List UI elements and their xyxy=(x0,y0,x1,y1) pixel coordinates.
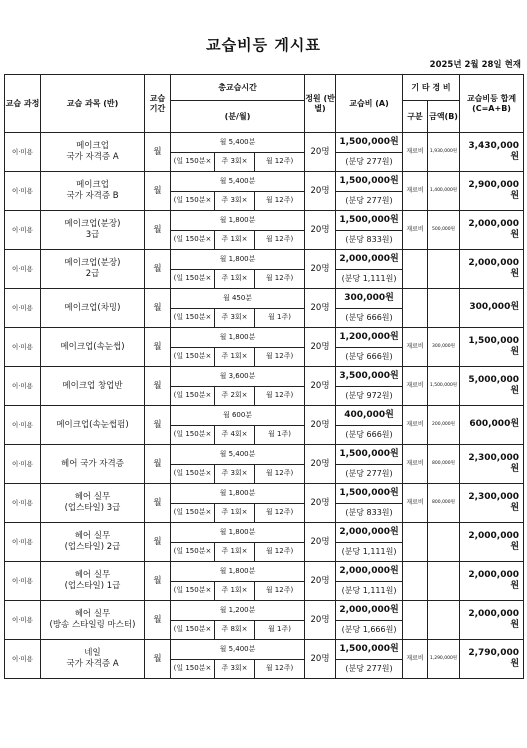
cell-monthly-minutes: 월 1,800분 xyxy=(171,523,305,543)
cell-etc-amount: 1,500,000원 xyxy=(428,367,460,406)
cell-etc-type: 재료비 xyxy=(403,445,428,484)
cell-fee-per-minute: (분당 972원) xyxy=(336,386,403,406)
cell-period: 월 xyxy=(145,211,171,250)
cell-etc-type: 재료비 xyxy=(403,484,428,523)
cell-per-week: 주 3회× xyxy=(215,152,255,172)
cell-etc-amount: 500,000원 xyxy=(428,211,460,250)
cell-course: 메이크업(속눈썹) xyxy=(41,328,145,367)
cell-per-session: (일 150분× xyxy=(171,308,215,328)
cell-area: 이·미용 xyxy=(5,445,41,484)
cell-etc-type: 재료비 xyxy=(403,211,428,250)
table-row xyxy=(5,445,524,465)
cell-area: 이·미용 xyxy=(5,484,41,523)
cell-fee: 3,500,000원 xyxy=(336,367,403,387)
cell-fee: 1,500,000원 xyxy=(336,640,403,660)
cell-period: 월 xyxy=(145,250,171,289)
cell-period: 월 xyxy=(145,289,171,328)
cell-monthly-minutes: 월 5,400분 xyxy=(171,445,305,465)
cell-capacity: 20명 xyxy=(305,640,336,679)
cell-area: 이·미용 xyxy=(5,211,41,250)
cell-course: 메이크업 창업반 xyxy=(41,367,145,406)
cell-total: 2,300,000원 xyxy=(460,445,524,484)
cell-monthly-minutes: 월 3,600분 xyxy=(171,367,305,387)
header-capacity: 정원 (반 별) xyxy=(305,75,336,133)
cell-monthly-minutes: 월 5,400분 xyxy=(171,133,305,153)
cell-etc-amount: 1,930,000원 xyxy=(428,133,460,172)
cell-capacity: 20명 xyxy=(305,289,336,328)
table-row xyxy=(5,250,524,270)
cell-course: 헤어 국가 자격증 xyxy=(41,445,145,484)
cell-fee: 1,500,000원 xyxy=(336,484,403,504)
cell-fee-per-minute: (분당 666원) xyxy=(336,425,403,445)
cell-course: 메이크업(속눈썹펌) xyxy=(41,406,145,445)
cell-period: 월 xyxy=(145,523,171,562)
cell-fee: 1,500,000원 xyxy=(336,445,403,465)
cell-total: 1,500,000원 xyxy=(460,328,524,367)
cell-period: 월 xyxy=(145,406,171,445)
cell-per-session: (일 150분× xyxy=(171,620,215,640)
cell-per-week: 주 1회× xyxy=(215,230,255,250)
table-row xyxy=(5,211,524,231)
cell-period: 월 xyxy=(145,562,171,601)
cell-per-week: 주 1회× xyxy=(215,269,255,289)
cell-weeks: 월 12주) xyxy=(255,347,305,367)
cell-monthly-minutes: 월 1,200분 xyxy=(171,601,305,621)
cell-course: 메이크업(분장) 2급 xyxy=(41,250,145,289)
cell-total: 2,300,000원 xyxy=(460,484,524,523)
cell-etc-amount xyxy=(428,562,460,601)
cell-per-week: 주 1회× xyxy=(215,503,255,523)
cell-capacity: 20명 xyxy=(305,172,336,211)
cell-course: 메이크업(차밍) xyxy=(41,289,145,328)
cell-per-week: 주 1회× xyxy=(215,347,255,367)
cell-course: 헤어 실무 (방송 스타일링 마스터) xyxy=(41,601,145,640)
cell-etc-type: 재료비 xyxy=(403,172,428,211)
cell-monthly-minutes: 월 1,800분 xyxy=(171,484,305,504)
cell-capacity: 20명 xyxy=(305,367,336,406)
header-period: 교습 기간 xyxy=(145,75,171,133)
cell-weeks: 월 12주) xyxy=(255,191,305,211)
table-row xyxy=(5,406,524,426)
cell-weeks: 월 12주) xyxy=(255,659,305,679)
cell-monthly-minutes: 월 1,800분 xyxy=(171,562,305,582)
cell-course: 헤어 실무 (업스타일) 2급 xyxy=(41,523,145,562)
cell-fee-per-minute: (분당 833원) xyxy=(336,503,403,523)
cell-weeks: 월 12주) xyxy=(255,464,305,484)
cell-etc-amount: 1,290,000원 xyxy=(428,640,460,679)
table-row xyxy=(5,133,524,153)
header-etc: 기 타 경 비 xyxy=(403,75,460,101)
cell-fee: 1,200,000원 xyxy=(336,328,403,348)
cell-total: 600,000원 xyxy=(460,406,524,445)
cell-total: 2,000,000원 xyxy=(460,250,524,289)
cell-per-week: 주 1회× xyxy=(215,581,255,601)
cell-per-session: (일 150분× xyxy=(171,230,215,250)
cell-weeks: 월 1주) xyxy=(255,308,305,328)
fee-table-body xyxy=(5,133,524,679)
cell-per-session: (일 150분× xyxy=(171,464,215,484)
cell-course: 메이크업 국가 자격증 A xyxy=(41,133,145,172)
cell-etc-amount xyxy=(428,250,460,289)
cell-course: 네일 국가 자격증 A xyxy=(41,640,145,679)
cell-etc-amount: 1,400,000원 xyxy=(428,172,460,211)
cell-total: 2,000,000원 xyxy=(460,562,524,601)
cell-etc-amount: 200,000원 xyxy=(428,406,460,445)
cell-per-week: 주 3회× xyxy=(215,191,255,211)
cell-fee-per-minute: (분당 666원) xyxy=(336,308,403,328)
as-of-date: 2025년 2월 28일 현재 xyxy=(429,60,521,70)
cell-period: 월 xyxy=(145,133,171,172)
cell-capacity: 20명 xyxy=(305,406,336,445)
cell-course: 메이크업(분장) 3급 xyxy=(41,211,145,250)
cell-per-week: 주 2회× xyxy=(215,386,255,406)
cell-total: 5,000,000원 xyxy=(460,367,524,406)
fee-table xyxy=(4,74,524,679)
cell-per-session: (일 150분× xyxy=(171,152,215,172)
cell-per-session: (일 150분× xyxy=(171,269,215,289)
cell-period: 월 xyxy=(145,445,171,484)
cell-weeks: 월 12주) xyxy=(255,230,305,250)
cell-capacity: 20명 xyxy=(305,250,336,289)
table-row xyxy=(5,484,524,504)
table-row xyxy=(5,328,524,348)
cell-course: 헤어 실무 (업스타일) 1급 xyxy=(41,562,145,601)
header-total: 교습비등 합계 (C=A+B) xyxy=(460,75,524,133)
cell-fee: 400,000원 xyxy=(336,406,403,426)
cell-etc-type xyxy=(403,250,428,289)
cell-fee: 1,500,000원 xyxy=(336,172,403,192)
cell-area: 이·미용 xyxy=(5,133,41,172)
cell-monthly-minutes: 월 1,800분 xyxy=(171,328,305,348)
cell-per-session: (일 150분× xyxy=(171,542,215,562)
cell-fee: 2,000,000원 xyxy=(336,601,403,621)
cell-etc-amount xyxy=(428,289,460,328)
cell-area: 이·미용 xyxy=(5,250,41,289)
cell-period: 월 xyxy=(145,172,171,211)
header-etc-type: 구분 xyxy=(403,101,428,133)
table-row xyxy=(5,562,524,582)
cell-total: 2,000,000원 xyxy=(460,523,524,562)
cell-course: 헤어 실무 (업스타일) 3급 xyxy=(41,484,145,523)
cell-fee: 2,000,000원 xyxy=(336,562,403,582)
header-total-time: 총교습시간 xyxy=(171,75,305,101)
cell-per-session: (일 150분× xyxy=(171,425,215,445)
cell-etc-type xyxy=(403,562,428,601)
cell-capacity: 20명 xyxy=(305,562,336,601)
cell-area: 이·미용 xyxy=(5,406,41,445)
cell-monthly-minutes: 월 5,400분 xyxy=(171,172,305,192)
cell-total: 300,000원 xyxy=(460,289,524,328)
cell-fee-per-minute: (분당 277원) xyxy=(336,659,403,679)
cell-weeks: 월 12주) xyxy=(255,503,305,523)
cell-etc-amount: 800,000원 xyxy=(428,484,460,523)
page-title: 교습비등 게시표 xyxy=(206,36,321,54)
cell-per-session: (일 150분× xyxy=(171,659,215,679)
cell-fee-per-minute: (분당 1,111원) xyxy=(336,269,403,289)
cell-area: 이·미용 xyxy=(5,172,41,211)
cell-monthly-minutes: 월 600분 xyxy=(171,406,305,426)
cell-per-week: 주 3회× xyxy=(215,308,255,328)
cell-capacity: 20명 xyxy=(305,484,336,523)
cell-per-session: (일 150분× xyxy=(171,347,215,367)
table-row xyxy=(5,640,524,660)
cell-total: 2,900,000원 xyxy=(460,172,524,211)
cell-area: 이·미용 xyxy=(5,289,41,328)
cell-capacity: 20명 xyxy=(305,445,336,484)
cell-fee-per-minute: (분당 666원) xyxy=(336,347,403,367)
cell-per-session: (일 150분× xyxy=(171,386,215,406)
cell-etc-type: 재료비 xyxy=(403,406,428,445)
cell-etc-type: 재료비 xyxy=(403,640,428,679)
cell-fee: 1,500,000원 xyxy=(336,211,403,231)
cell-weeks: 월 1주) xyxy=(255,425,305,445)
cell-fee: 1,500,000원 xyxy=(336,133,403,153)
cell-area: 이·미용 xyxy=(5,523,41,562)
cell-area: 이·미용 xyxy=(5,328,41,367)
cell-fee-per-minute: (분당 277원) xyxy=(336,464,403,484)
cell-fee: 2,000,000원 xyxy=(336,250,403,270)
cell-fee-per-minute: (분당 833원) xyxy=(336,230,403,250)
cell-period: 월 xyxy=(145,640,171,679)
table-row xyxy=(5,172,524,192)
table-row xyxy=(5,367,524,387)
cell-etc-type: 재료비 xyxy=(403,367,428,406)
cell-etc-amount xyxy=(428,601,460,640)
cell-total: 2,790,000원 xyxy=(460,640,524,679)
cell-fee-per-minute: (분당 1,111원) xyxy=(336,542,403,562)
cell-monthly-minutes: 월 5,400분 xyxy=(171,640,305,660)
cell-fee-per-minute: (분당 1,111원) xyxy=(336,581,403,601)
cell-per-session: (일 150분× xyxy=(171,191,215,211)
cell-area: 이·미용 xyxy=(5,601,41,640)
cell-capacity: 20명 xyxy=(305,328,336,367)
cell-etc-type xyxy=(403,601,428,640)
cell-monthly-minutes: 월 450분 xyxy=(171,289,305,309)
header-course: 교습 과목 (반) xyxy=(41,75,145,133)
cell-capacity: 20명 xyxy=(305,601,336,640)
header-etc-amount: 금액(B) xyxy=(428,101,460,133)
table-row xyxy=(5,601,524,621)
cell-weeks: 월 12주) xyxy=(255,542,305,562)
header-total-time-unit: (분/월) xyxy=(171,101,305,133)
cell-per-session: (일 150분× xyxy=(171,503,215,523)
cell-fee-per-minute: (분당 277원) xyxy=(336,152,403,172)
cell-period: 월 xyxy=(145,328,171,367)
cell-total: 2,000,000원 xyxy=(460,211,524,250)
cell-monthly-minutes: 월 1,800분 xyxy=(171,211,305,231)
cell-per-week: 주 1회× xyxy=(215,542,255,562)
cell-per-week: 주 8회× xyxy=(215,620,255,640)
cell-fee-per-minute: (분당 1,666원) xyxy=(336,620,403,640)
cell-etc-type: 재료비 xyxy=(403,328,428,367)
cell-period: 월 xyxy=(145,367,171,406)
cell-etc-type: 재료비 xyxy=(403,133,428,172)
cell-etc-amount xyxy=(428,523,460,562)
cell-period: 월 xyxy=(145,484,171,523)
cell-weeks: 월 12주) xyxy=(255,386,305,406)
cell-per-session: (일 150분× xyxy=(171,581,215,601)
cell-area: 이·미용 xyxy=(5,562,41,601)
cell-per-week: 주 4회× xyxy=(215,425,255,445)
table-row xyxy=(5,523,524,543)
cell-fee: 300,000원 xyxy=(336,289,403,309)
cell-total: 2,000,000원 xyxy=(460,601,524,640)
cell-area: 이·미용 xyxy=(5,367,41,406)
cell-area: 이·미용 xyxy=(5,640,41,679)
cell-weeks: 월 12주) xyxy=(255,269,305,289)
cell-weeks: 월 1주) xyxy=(255,620,305,640)
cell-etc-type xyxy=(403,523,428,562)
cell-capacity: 20명 xyxy=(305,523,336,562)
header-fee: 교습비 (A) xyxy=(336,75,403,133)
cell-per-week: 주 3회× xyxy=(215,659,255,679)
cell-capacity: 20명 xyxy=(305,133,336,172)
cell-weeks: 월 12주) xyxy=(255,152,305,172)
cell-capacity: 20명 xyxy=(305,211,336,250)
cell-total: 3,430,000원 xyxy=(460,133,524,172)
header-area: 교습 과정 xyxy=(5,75,41,133)
cell-etc-type xyxy=(403,289,428,328)
cell-period: 월 xyxy=(145,601,171,640)
cell-fee-per-minute: (분당 277원) xyxy=(336,191,403,211)
cell-per-week: 주 3회× xyxy=(215,464,255,484)
cell-weeks: 월 12주) xyxy=(255,581,305,601)
cell-monthly-minutes: 월 1,800분 xyxy=(171,250,305,270)
table-row xyxy=(5,289,524,309)
cell-etc-amount: 300,000원 xyxy=(428,328,460,367)
cell-fee: 2,000,000원 xyxy=(336,523,403,543)
cell-course: 메이크업 국가 자격증 B xyxy=(41,172,145,211)
cell-etc-amount: 800,000원 xyxy=(428,445,460,484)
